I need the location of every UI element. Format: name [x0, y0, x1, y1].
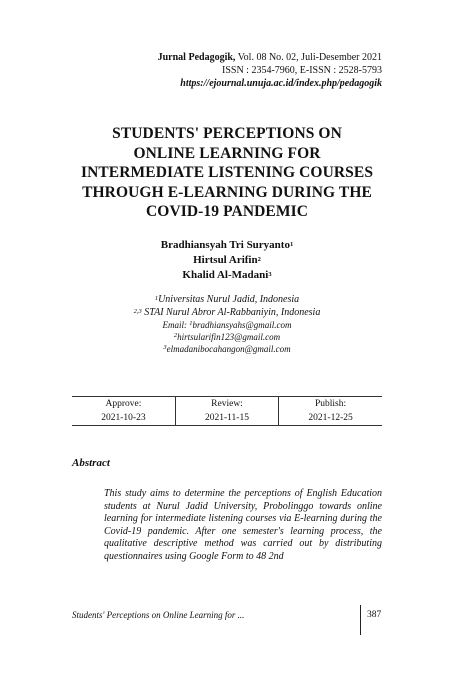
approve-date: 2021-10-23: [72, 411, 175, 426]
review-label: Review:: [175, 397, 278, 412]
email-line: [60, 331, 394, 343]
email-address[interactable]: elmadanibocahangon@gmail.com: [166, 344, 291, 354]
affiliation-text: Universitas Nurul Jadid, Indonesia: [158, 294, 300, 305]
approve-label: Approve:: [72, 397, 175, 412]
author-mark: 2: [257, 256, 261, 263]
journal-header: [158, 51, 382, 90]
email-mark: 3: [163, 344, 167, 351]
author: [60, 253, 394, 268]
email-address[interactable]: bradhiansyahs@gmail.com: [192, 320, 292, 330]
author: [60, 268, 394, 283]
author-name: Hirtsul Arifin: [193, 254, 258, 266]
affiliation: [60, 306, 394, 319]
email-mark: 2: [173, 332, 178, 339]
affiliation-mark: 2,3: [133, 308, 142, 315]
dates-value-row: [72, 411, 382, 426]
journal-url[interactable]: https://ejournal.unuja.ac.id/index.php/pedagogik: [180, 78, 382, 89]
journal-issn: ISSN : 2354-7960, E-ISSN : 2528-5793: [221, 65, 382, 76]
author-name: Bradhiansyah Tri Suryanto: [160, 239, 290, 251]
author: [60, 238, 394, 253]
author-mark: 1: [289, 241, 294, 248]
paper-title: [60, 124, 394, 222]
footer-divider: [360, 605, 361, 635]
dates-label-row: [72, 397, 382, 412]
page-number: 387: [367, 610, 382, 620]
publish-date: 2021-12-25: [279, 411, 382, 426]
email-mark: 1: [189, 320, 193, 327]
affiliation: [60, 293, 394, 306]
title-line: INTERMEDIATE LISTENING COURSES: [80, 164, 374, 181]
running-title: Students' Perceptions on Online Learning for ...: [72, 610, 245, 620]
journal-name: Jurnal Pedagogik,: [157, 52, 236, 63]
title-line: ONLINE LEARNING FOR: [133, 144, 321, 162]
abstract-heading: Abstract: [72, 457, 110, 469]
review-date: 2021-11-15: [175, 411, 278, 426]
affiliations: [60, 293, 394, 355]
title-line: STUDENTS' PERCEPTIONS ON: [112, 125, 342, 142]
review-dates-table: [72, 396, 382, 426]
email-line: [60, 319, 394, 331]
author-name: Khalid Al-Madani: [182, 269, 269, 281]
journal-volume: Vol. 08 No. 02, Juli-Desember 2021: [235, 52, 382, 63]
journal-volume-line: [158, 51, 382, 64]
publish-label: Publish:: [279, 397, 382, 412]
email-label: Email:: [162, 320, 190, 330]
email-line: [60, 343, 394, 355]
title-line: THROUGH E-LEARNING DURING THE: [82, 183, 372, 201]
affiliation-text: STAI Nurul Abror Al-Rabbaniyin, Indonesia: [144, 307, 321, 318]
title-line: COVID-19 PANDEMIC: [146, 203, 308, 220]
abstract-text: This study aims to determine the perceptions of English Education students at Nurul Jadid University, Probolinggo towards online learning for intermediate listening courses via E-learning during the Covid-19 pandemic. After one semester's learning process, the qualitative descriptive method was carried out by distributing questionnaires using Google Form to 48 2nd: [104, 488, 382, 562]
author-mark: 3: [268, 271, 272, 278]
email-address[interactable]: hirtsularifin123@gmail.com: [177, 332, 281, 342]
affiliation-mark: 1: [154, 295, 159, 302]
author-list: [60, 238, 394, 283]
